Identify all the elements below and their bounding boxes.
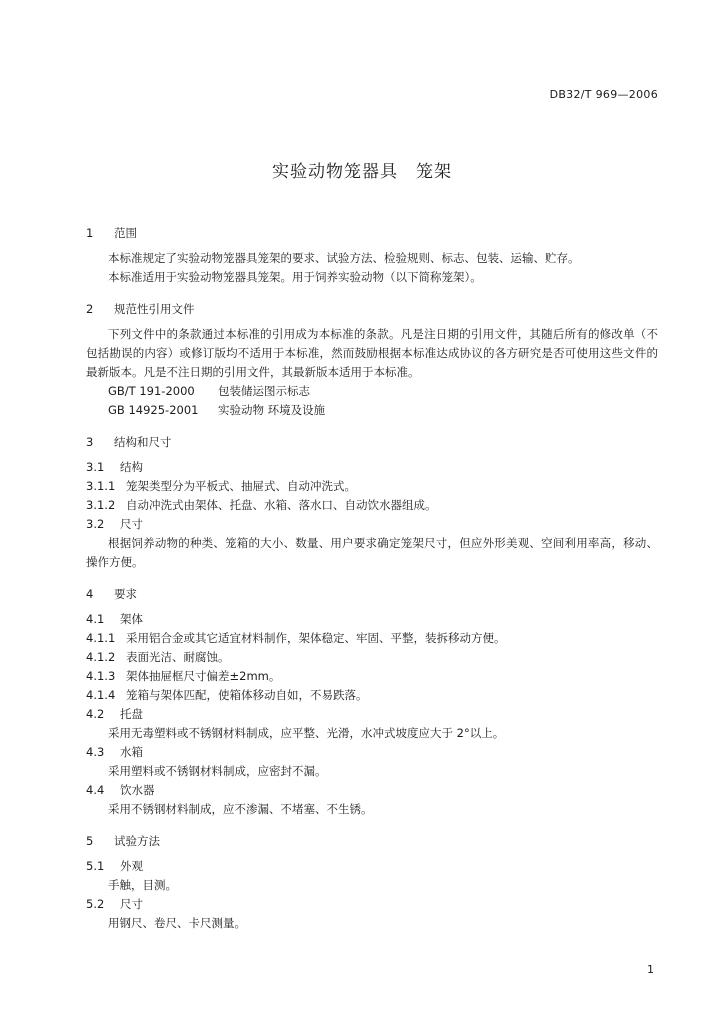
section-number: 1 — [86, 226, 94, 240]
section-title: 试验方法 — [114, 834, 160, 848]
paragraph: 手触，目测。 — [108, 878, 177, 892]
paragraph: 采用塑料或不锈钢材料制成，应密封不漏。 — [108, 764, 327, 778]
clause — [86, 477, 658, 496]
clause-number: 4.1.2 — [86, 650, 116, 664]
subsection-number: 4.1 — [86, 612, 105, 626]
reference-name: 实验动物 环境及设施 — [218, 403, 326, 417]
clause-text: 架体抽屉框尺寸偏差±2mm。 — [126, 669, 281, 683]
subsection-heading — [86, 610, 658, 629]
clause-text: 采用铝合金或其它适宜材料制作，架体稳定、牢固、平整，装拆移动方便。 — [126, 631, 506, 645]
clause-text: 笼箱与架体匹配，使箱体移动自如，不易跌落。 — [126, 688, 368, 702]
page-number: 1 — [647, 963, 654, 976]
paragraph: 采用无毒塑料或不锈钢材料制成，应平整、光滑，水冲式坡度应大于 2°以上。 — [108, 726, 505, 740]
paragraph: 本标准适用于实验动物笼器具笼架。用于饲养实验动物（以下简称笼架）。 — [108, 270, 482, 284]
subsection-title: 结构 — [120, 460, 143, 474]
clause-text: 自动冲洗式由架体、托盘、水箱、落水口、自动饮水器组成。 — [126, 498, 437, 512]
clause — [86, 629, 658, 648]
clause-number: 4.1.4 — [86, 688, 116, 702]
paragraph: 根据饲养动物的种类、笼箱的大小、数量、用户要求确定笼架尺寸，但应外形美观、空间利用率高，移动、操作方便。 — [86, 536, 658, 569]
document-body — [86, 224, 658, 933]
subsection-title: 水箱 — [120, 745, 143, 759]
clause — [86, 496, 658, 515]
clause-number: 3.1.2 — [86, 498, 116, 512]
subsection-number: 4.4 — [86, 783, 105, 797]
subsection-number: 4.3 — [86, 745, 105, 759]
subsection-title: 架体 — [120, 612, 143, 626]
subsection-number: 3.1 — [86, 460, 105, 474]
section-number: 4 — [86, 587, 94, 601]
paragraph: 用钢尺、卷尺、卡尺测量。 — [108, 916, 246, 930]
paragraph: 下列文件中的条款通过本标准的引用成为本标准的条款。凡是注日期的引用文件，其随后所有的修改单（不包括勘误的内容）或修订版均不适用于本标准，然而鼓励根据本标准达成协议的各方研究是否可使用这些文件的最新版本。凡是不注日期的引用文件，其最新版本适用于本标准。 — [86, 327, 658, 379]
section-title: 范围 — [114, 226, 137, 240]
subsection-number: 5.2 — [86, 897, 105, 911]
clause — [86, 667, 658, 686]
section-title: 要求 — [114, 587, 137, 601]
paragraph: 本标准规定了实验动物笼器具笼架的要求、试验方法、检验规则、标志、包装、运输、贮存。 — [108, 251, 580, 265]
subsection-number: 3.2 — [86, 517, 105, 531]
clause — [86, 686, 658, 705]
subsection-heading — [86, 705, 658, 724]
reference-code: GB/T 191-2000 — [108, 384, 195, 398]
section-number: 5 — [86, 834, 94, 848]
clause-number: 4.1.3 — [86, 669, 116, 683]
subsection-heading — [86, 895, 658, 914]
subsection-number: 4.2 — [86, 707, 105, 721]
reference-item — [86, 382, 658, 401]
section-heading — [86, 224, 658, 243]
section-title: 规范性引用文件 — [114, 302, 195, 316]
subsection-heading — [86, 458, 658, 477]
clause-number: 3.1.1 — [86, 479, 116, 493]
subsection-title: 尺寸 — [120, 897, 143, 911]
subsection-number: 5.1 — [86, 859, 105, 873]
clause-text: 表面光洁、耐腐蚀。 — [126, 650, 230, 664]
section-title: 结构和尺寸 — [114, 435, 172, 449]
reference-name: 包装储运图示标志 — [218, 384, 310, 398]
subsection-heading — [86, 857, 658, 876]
document-title: 实验动物笼器具 笼架 — [272, 162, 452, 182]
subsection-title: 饮水器 — [120, 783, 155, 797]
section-heading — [86, 585, 658, 604]
section-number: 2 — [86, 302, 94, 316]
reference-item — [86, 401, 658, 420]
subsection-title: 托盘 — [120, 707, 143, 721]
subsection-heading — [86, 743, 658, 762]
subsection-heading — [86, 781, 658, 800]
section-number: 3 — [86, 435, 94, 449]
section-heading — [86, 300, 658, 319]
clause-number: 4.1.1 — [86, 631, 116, 645]
clause-text: 笼架类型分为平板式、抽屉式、自动冲洗式。 — [126, 479, 356, 493]
section-heading — [86, 433, 658, 452]
reference-code: GB 14925-2001 — [108, 403, 199, 417]
subsection-title: 尺寸 — [120, 517, 143, 531]
subsection-title: 外观 — [120, 859, 143, 873]
clause — [86, 648, 658, 667]
standard-code: DB32/T 969—2006 — [549, 88, 658, 101]
section-heading — [86, 832, 658, 851]
subsection-heading — [86, 515, 658, 534]
paragraph: 采用不锈钢材料制成，应不渗漏、不堵塞、不生锈。 — [108, 802, 373, 816]
